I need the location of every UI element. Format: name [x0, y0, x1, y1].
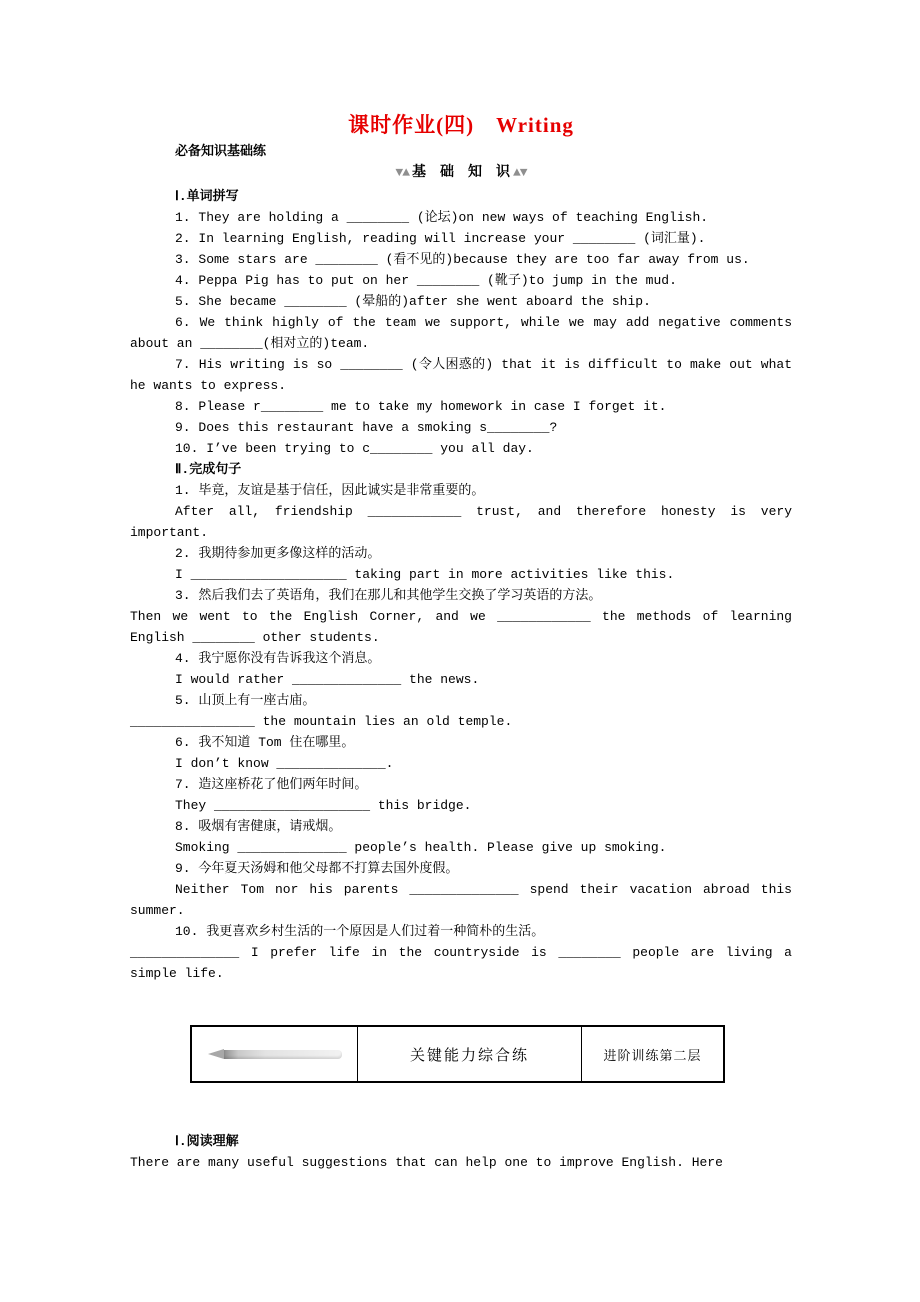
pencil-body	[224, 1050, 342, 1059]
sentence-cn-prompt: 3. 然后我们去了英语角，我们在那儿和其他学生交换了学习英语的方法。	[175, 588, 602, 603]
worksheet-page	[130, 112, 792, 1173]
pencil-icon	[192, 1027, 358, 1081]
key-ability-practice-label: 关键能力综合练	[358, 1027, 582, 1081]
triangle-right-icon: ▲▼	[513, 165, 527, 180]
section-word-spelling-heading: Ⅰ.单词拼写	[175, 189, 239, 204]
sentence-en-answer: ________________ the mountain lies an old temple.	[130, 714, 513, 729]
section-banner	[130, 163, 792, 183]
sentence-en-answer: They ____________________ this bridge.	[175, 798, 472, 813]
word-spelling-item: 4. Peppa Pig has to put on her ________ (靴子)to jump in the mud.	[175, 273, 677, 288]
sentence-en-answer: Then we went to the English Corner, and we ____________ the methods of learning English ________ other students.	[130, 609, 792, 645]
sentence-cn-prompt: 2. 我期待参加更多像这样的活动。	[175, 546, 381, 561]
triangle-left-icon: ▼▲	[395, 165, 409, 180]
reading-intro-line: There are many useful suggestions that can help one to improve English. Here	[130, 1155, 723, 1170]
sentence-cn-prompt: 5. 山顶上有一座古庙。	[175, 693, 316, 708]
banner-label: 基 础 知 识	[412, 165, 510, 181]
word-spelling-item: 5. She became ________ (晕船的)after she went aboard the ship.	[175, 294, 651, 309]
sentence-en-answer: Smoking ______________ people’s health. Please give up smoking.	[175, 840, 667, 855]
sentence-en-answer: I would rather ______________ the news.	[175, 672, 480, 687]
pencil-tip	[208, 1049, 224, 1059]
word-spelling-item: 10. I’ve been trying to c________ you all day.	[175, 441, 534, 456]
word-spelling-item: 2. In learning English, reading will increase your ________ (词汇量).	[175, 231, 706, 246]
sentence-en-answer: ______________ I prefer life in the countryside is ________ people are living a simple life.	[130, 945, 792, 981]
basic-practice-label: 必备知识基础练	[175, 144, 267, 159]
page-title: 课时作业(四) Writing	[348, 113, 574, 137]
advanced-training-level-label: 进阶训练第二层	[603, 1048, 702, 1064]
section-reading-heading: Ⅰ.阅读理解	[175, 1134, 239, 1149]
word-spelling-item: 6. We think highly of the team we support, while we may add negative comments about an ________(相对立的)team.	[130, 315, 792, 351]
sentence-cn-prompt: 7. 造这座桥花了他们两年时间。	[175, 777, 368, 792]
sentence-cn-prompt: 6. 我不知道 Tom 住在哪里。	[175, 735, 355, 750]
level-divider-box	[190, 1025, 725, 1083]
sentence-cn-prompt: 10. 我更喜欢乡村生活的一个原因是人们过着一种简朴的生活。	[175, 924, 545, 939]
sentence-en-answer: Neither Tom nor his parents ______________ spend their vacation abroad this summer.	[130, 882, 792, 918]
sentence-cn-prompt: 4. 我宁愿你没有告诉我这个消息。	[175, 651, 381, 666]
sentence-cn-prompt: 9. 今年夏天汤姆和他父母都不打算去国外度假。	[175, 861, 459, 876]
sentence-en-answer: I don’t know ______________.	[175, 756, 394, 771]
sentence-en-answer: I ____________________ taking part in more activities like this.	[175, 567, 675, 582]
sentence-cn-prompt: 8. 吸烟有害健康，请戒烟。	[175, 819, 342, 834]
section-complete-sentences-heading: Ⅱ.完成句子	[175, 462, 242, 477]
sentence-en-answer: After all, friendship ____________ trust, and therefore honesty is very important.	[130, 504, 792, 540]
word-spelling-item: 9. Does this restaurant have a smoking s________?	[175, 420, 558, 435]
pencil-graphic	[208, 1049, 342, 1059]
word-spelling-item: 1. They are holding a ________ (论坛)on new ways of teaching English.	[175, 210, 709, 225]
sentence-cn-prompt: 1. 毕竟，友谊是基于信任，因此诚实是非常重要的。	[175, 483, 485, 498]
word-spelling-item: 8. Please r________ me to take my homework in case I forget it.	[175, 399, 667, 414]
word-spelling-item: 3. Some stars are ________ (看不见的)because they are too far away from us.	[175, 252, 750, 267]
word-spelling-item: 7. His writing is so ________ (令人困惑的) that it is difficult to make out what he wants to express.	[130, 357, 792, 393]
